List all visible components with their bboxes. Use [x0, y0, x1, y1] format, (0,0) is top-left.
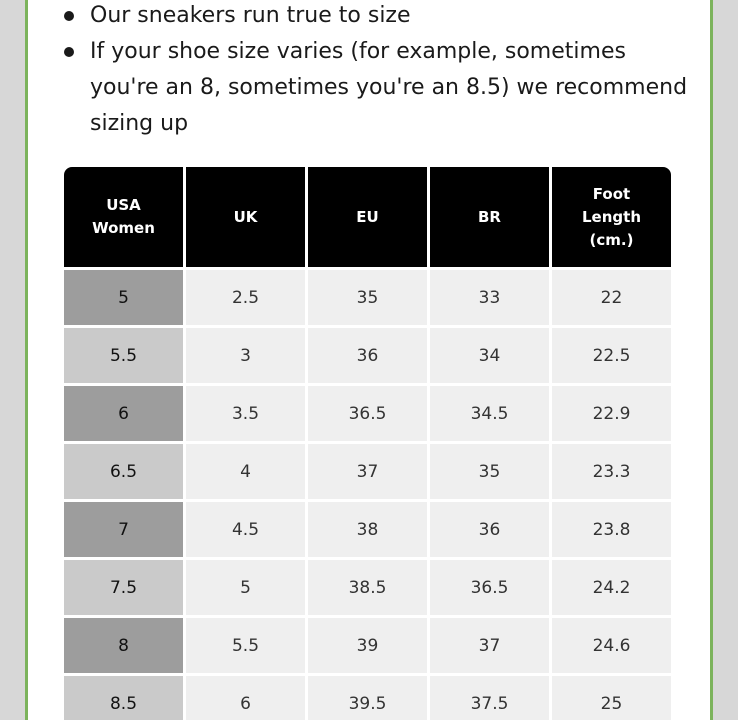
cell-foot-length: 23.3 — [552, 444, 671, 499]
cell-br: 35 — [430, 444, 549, 499]
header-uk: UK — [186, 167, 305, 267]
table-row — [64, 444, 671, 499]
cell-foot-length: 24.6 — [552, 618, 671, 673]
cell-foot-length: 23.8 — [552, 502, 671, 557]
cell-usa: 5 — [64, 270, 183, 325]
cell-br: 34 — [430, 328, 549, 383]
cell-foot-length: 22 — [552, 270, 671, 325]
cell-usa: 8.5 — [64, 676, 183, 720]
header-br: BR — [430, 167, 549, 267]
cell-uk: 3.5 — [186, 386, 305, 441]
table-row — [64, 618, 671, 673]
cell-foot-length: 22.9 — [552, 386, 671, 441]
cell-eu: 39.5 — [308, 676, 427, 720]
cell-br: 36 — [430, 502, 549, 557]
cell-uk: 4 — [186, 444, 305, 499]
cell-eu: 38 — [308, 502, 427, 557]
table-row — [64, 502, 671, 557]
cell-eu: 36.5 — [308, 386, 427, 441]
note-text: If your shoe size varies (for example, sometimes you're an 8, sometimes you're an 8.5) we recommend sizing up — [90, 39, 688, 136]
table-row — [64, 328, 671, 383]
cell-uk: 5.5 — [186, 618, 305, 673]
table-row — [64, 676, 671, 720]
header-eu: EU — [308, 167, 427, 267]
cell-foot-length: 25 — [552, 676, 671, 720]
cell-usa: 7.5 — [64, 560, 183, 615]
bullet-dot — [64, 47, 74, 57]
cell-foot-length: 24.2 — [552, 560, 671, 615]
cell-usa: 8 — [64, 618, 183, 673]
bullet-dot — [64, 11, 74, 21]
cell-usa: 7 — [64, 502, 183, 557]
cell-uk: 6 — [186, 676, 305, 720]
note-text: Our sneakers run true to size — [90, 3, 411, 28]
cell-eu: 39 — [308, 618, 427, 673]
size-guide-panel — [25, 0, 713, 720]
cell-br: 37 — [430, 618, 549, 673]
cell-eu: 36 — [308, 328, 427, 383]
header-usa-women: USA Women — [64, 167, 183, 267]
table-row — [64, 270, 671, 325]
cell-uk: 4.5 — [186, 502, 305, 557]
cell-br: 34.5 — [430, 386, 549, 441]
cell-uk: 3 — [186, 328, 305, 383]
cell-eu: 35 — [308, 270, 427, 325]
cell-eu: 37 — [308, 444, 427, 499]
table-row — [64, 386, 671, 441]
cell-br: 36.5 — [430, 560, 549, 615]
cell-usa: 5.5 — [64, 328, 183, 383]
cell-br: 33 — [430, 270, 549, 325]
cell-eu: 38.5 — [308, 560, 427, 615]
cell-usa: 6 — [64, 386, 183, 441]
header-foot-length: Foot Length (cm.) — [552, 167, 671, 267]
cell-br: 37.5 — [430, 676, 549, 720]
cell-uk: 2.5 — [186, 270, 305, 325]
cell-foot-length: 22.5 — [552, 328, 671, 383]
table-header-row — [64, 167, 671, 267]
cell-usa: 6.5 — [64, 444, 183, 499]
cell-uk: 5 — [186, 560, 305, 615]
size-chart-table — [61, 164, 674, 720]
table-row — [64, 560, 671, 615]
